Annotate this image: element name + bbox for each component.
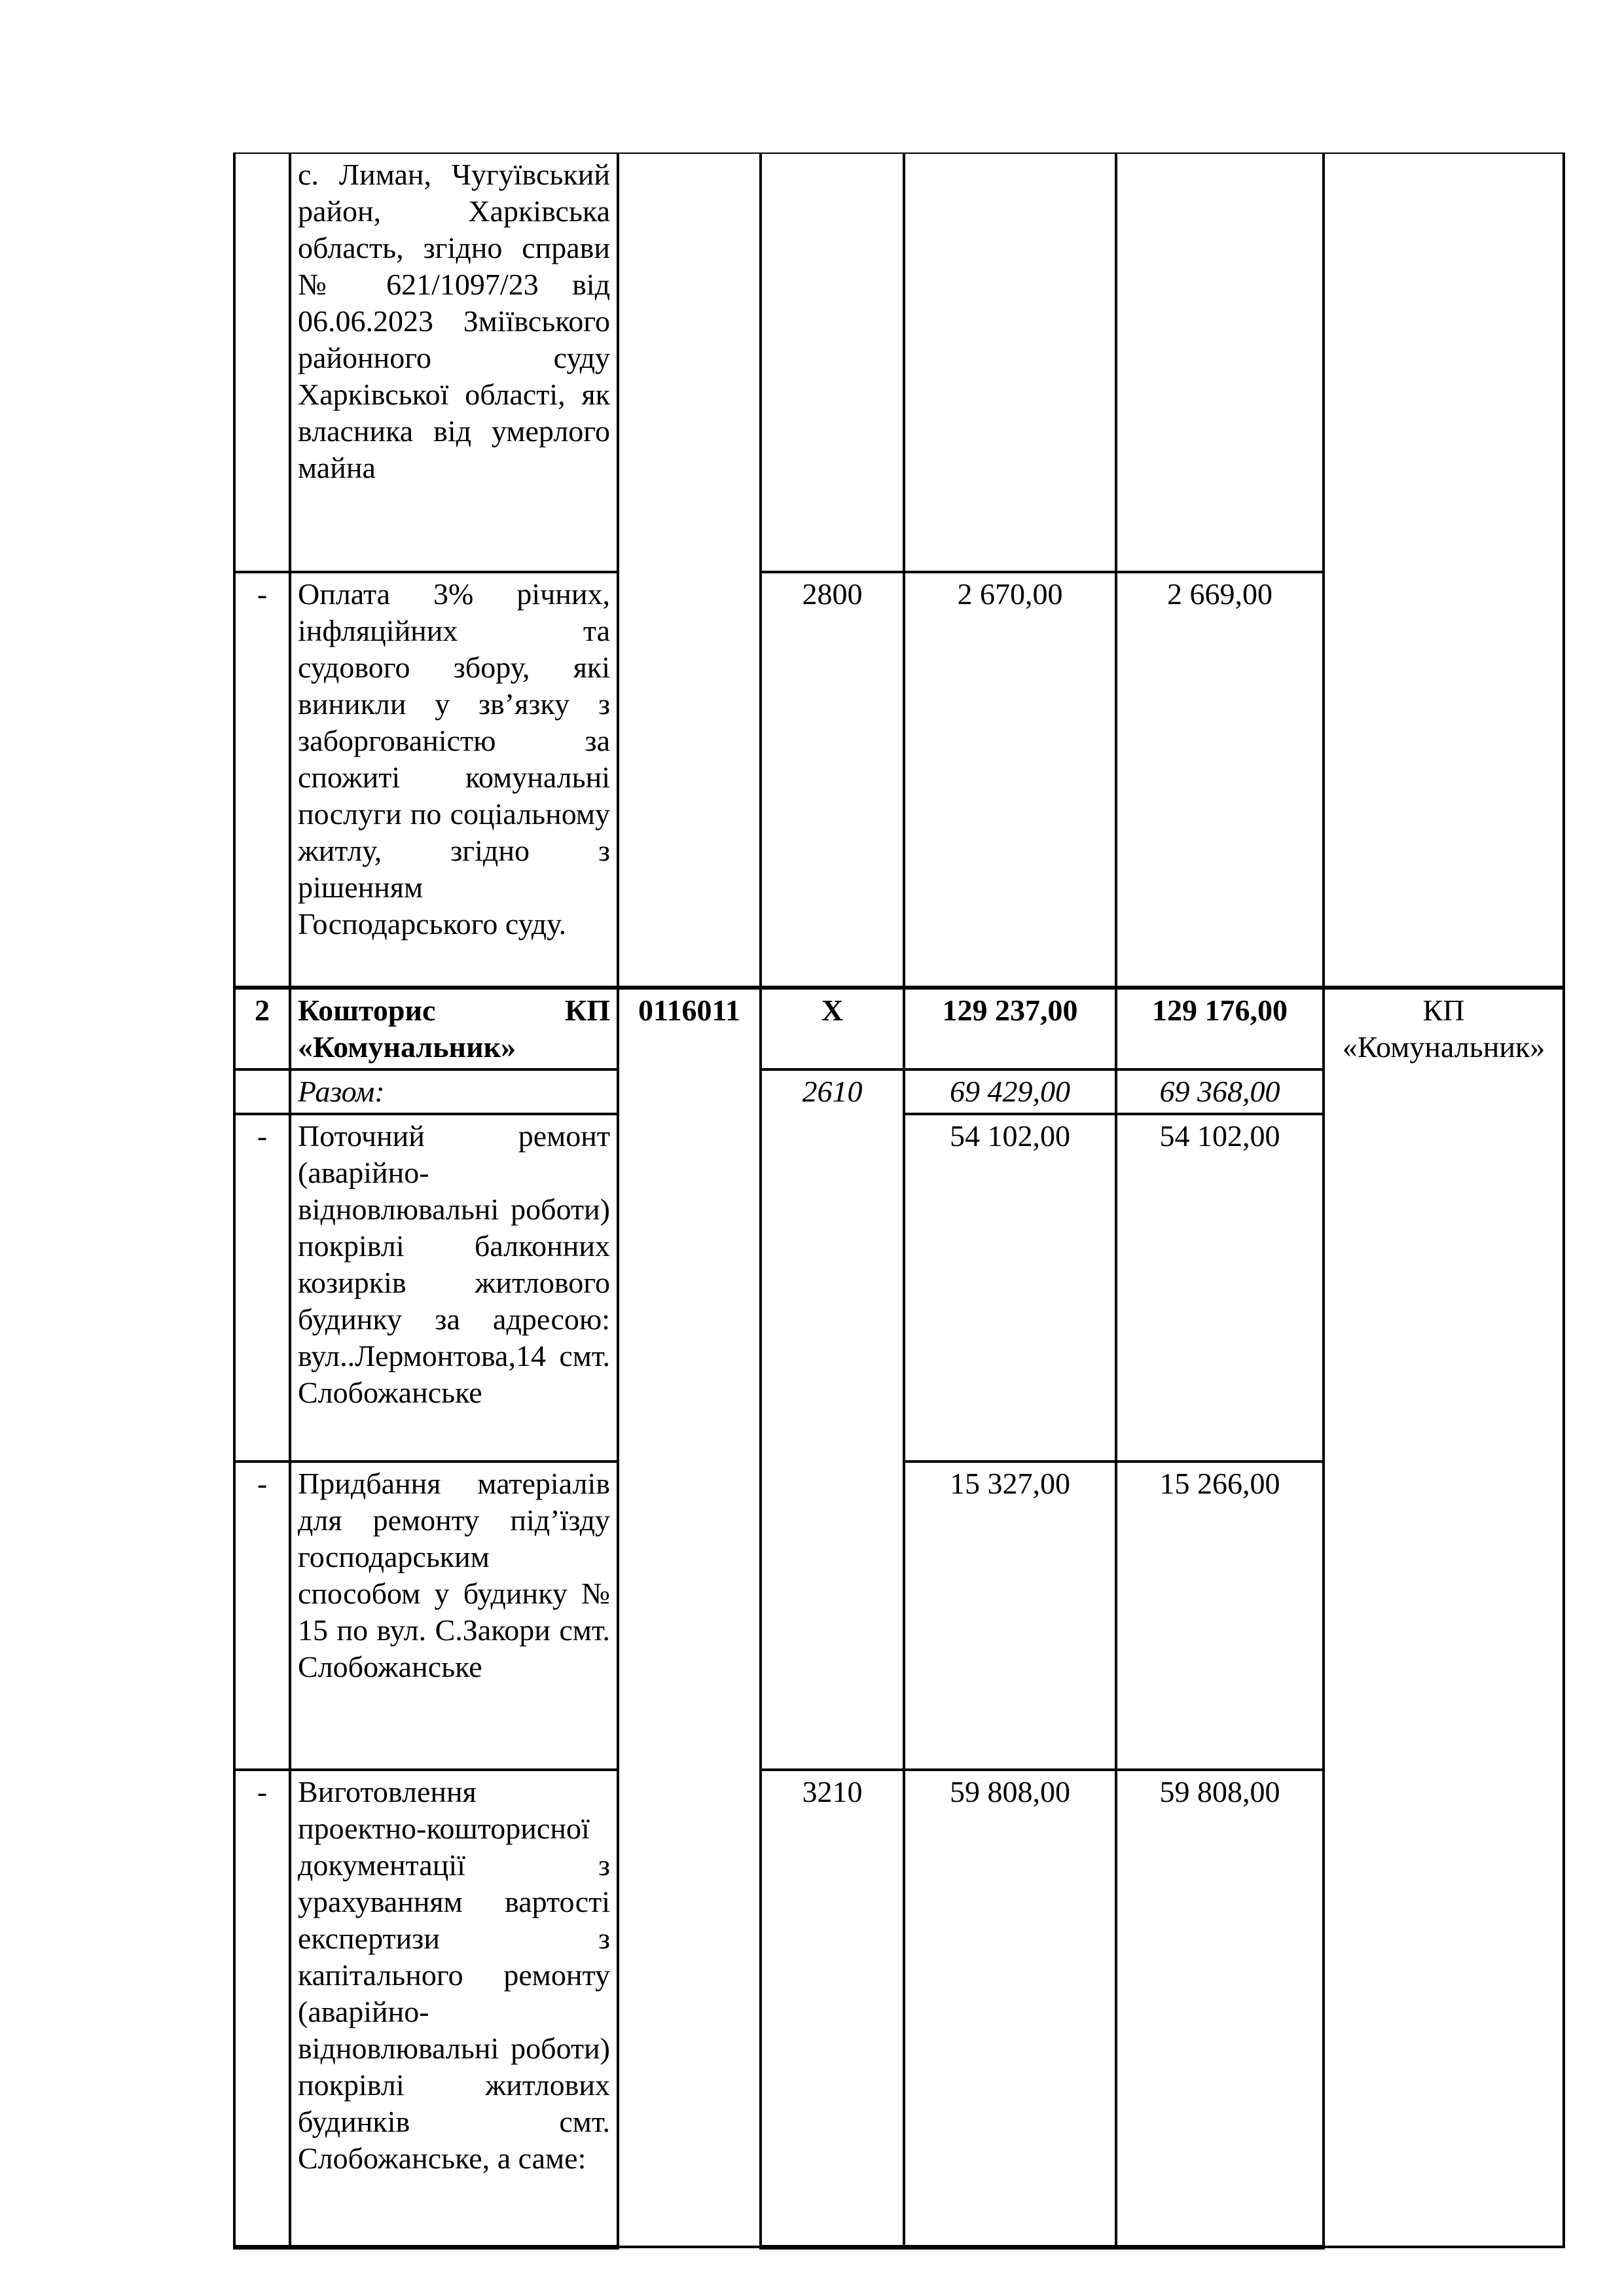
cell-r5-amount1: 54 102,00 — [904, 1114, 1116, 1462]
cell-r5-amount2: 54 102,00 — [1116, 1114, 1324, 1462]
cell-r4-num — [234, 1069, 290, 1114]
cell-r1-num — [234, 153, 290, 572]
cell-r6-num: - — [234, 1462, 290, 1770]
cell-r5-num: - — [234, 1114, 290, 1462]
cell-r7-amount1: 59 808,00 — [904, 1770, 1116, 2247]
cell-r3-kekv: X — [761, 988, 904, 1069]
cell-r6-amount1: 15 327,00 — [904, 1462, 1116, 1770]
cell-r4-description: Разом: — [290, 1069, 618, 1114]
cell-r3-num: 2 — [234, 988, 290, 1069]
cell-r2-kekv: 2800 — [761, 572, 904, 988]
cell-r1-description: с. Лиман, Чугуївський район, Харківська область, згідно справи № 621/1097/23 від 06.06.2023 Зміївського районного суду Харківської області, як власника від умерлого майна — [290, 153, 618, 572]
budget-table — [233, 152, 1565, 2250]
cell-r7-kekv: 3210 — [761, 1770, 904, 2247]
cell-r7-description: Виготовлення проектно-кошторисної документації з урахуванням вартості експертизи з капітального ремонту (аварійно-відновлювальні роботи) покрівлі житлових будинків смт. Слобожанське, а саме: — [290, 1770, 618, 2247]
cell-r4-kekv-merged: 2610 — [761, 1069, 904, 1770]
cell-r6-description: Придбання матеріалів для ремонту під’їзду господарським способом у будинку № 15 по вул. С.Закори смт. Слобожанське — [290, 1462, 618, 1770]
cell-r3-amount2: 129 176,00 — [1116, 988, 1324, 1069]
cell-r3-amount1: 129 237,00 — [904, 988, 1116, 1069]
cell-r4-amount1: 69 429,00 — [904, 1069, 1116, 1114]
table-row — [234, 988, 1564, 1069]
cell-r7-amount2: 59 808,00 — [1116, 1770, 1324, 2247]
cell-r2-description: Оплата 3% річних, інфляційних та судового збору, які виникли у зв’язку з заборгованістю за спожиті комунальні послуги по соціальному житлу, згідно з рішенням Господарського суду. — [290, 572, 618, 988]
cell-r1-amount2 — [1116, 153, 1324, 572]
cell-r6-amount2: 15 266,00 — [1116, 1462, 1324, 1770]
cell-r2-amount1: 2 670,00 — [904, 572, 1116, 988]
cell-r1-kekv — [761, 153, 904, 572]
cell-r1-note-merged — [1324, 153, 1564, 988]
cell-r5-description: Поточний ремонт (аварійно-відновлювальні роботи) покрівлі балконних козирків житлового будинку за адресою: вул..Лермонтова,14 смт. Слобожанське — [290, 1114, 618, 1462]
table-row — [234, 153, 1564, 572]
cell-r3-note-merged: КП «Комунальник» — [1324, 988, 1564, 2247]
cell-r2-num: - — [234, 572, 290, 988]
cell-r4-amount2: 69 368,00 — [1116, 1069, 1324, 1114]
cell-r1-kpkv-merged — [618, 153, 761, 988]
cell-r2-amount2: 2 669,00 — [1116, 572, 1324, 988]
cell-r3-kpkv-merged: 0116011 — [618, 988, 761, 2247]
cell-r1-amount1 — [904, 153, 1116, 572]
table-sheet — [233, 152, 1565, 2250]
cell-r3-description: Кошторис КП «Комунальник» — [290, 988, 618, 1069]
cell-r7-num: - — [234, 1770, 290, 2247]
